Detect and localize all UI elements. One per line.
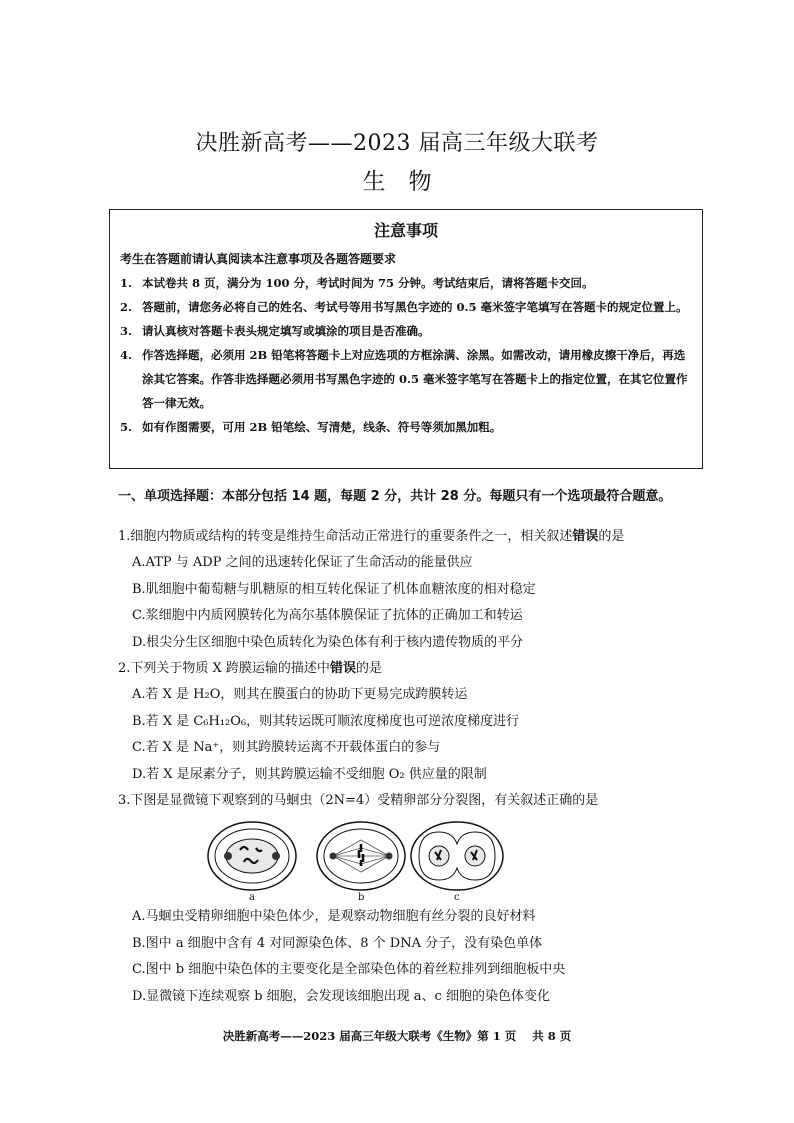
question-3-stem: 3.下图是显微镜下观察到的马蛔虫（2N=4）受精卵部分分裂图，有关叙述正确的是 [118,793,599,808]
question-2-stem [118,656,698,682]
notice-item-number: 4. [120,348,133,362]
notice-item-number: 2. [120,300,133,314]
subject-title: 生 物 [362,169,432,195]
question-3-option-c: C.图中 b 细胞中染色体的主要变化是全部染色体的着丝粒排列到细胞板中央 [132,962,566,977]
notice-item-number: 5. [120,420,133,434]
question-1-option-b: B.肌细胞中葡萄糖与肌糖原的相互转化保证了机体血糖浓度的相对稳定 [132,581,536,597]
notice-box [109,209,703,469]
notice-item-text: 请认真核对答题卡表头规定填写或填涂的项目是否准确。 [142,324,430,338]
figure-label-c: c [454,892,460,903]
notice-item-number: 3. [120,324,133,338]
notice-title: 注意事项 [373,221,438,240]
notice-item [120,271,692,295]
notice-item-text: 作答选择题，必须用 2B 铅笔将答题卡上对应选项的方框涂满、涂黑。如需改动，请用橡皮擦干净后，再选涂其它答案。作答非选择题必须用书写黑色字迹的 0.5 毫米签字笔写在答题卡上的指定位置，在其它位置作答一律无效。 [142,348,688,410]
notice-item-text: 答题前，请您务必将自己的姓名、考试号等用书写黑色字迹的 0.5 毫米签字笔填写在答题卡的规定位置上。 [142,300,688,314]
question-2-option-d: D.若 X 是尿素分子，则其跨膜运输不受细胞 O₂ 供应量的限制 [132,766,487,782]
question-1-option-d: D.根尖分生区细胞中染色质转化为染色体有利于核内遗传物质的平分 [132,634,524,650]
cell-a-image [206,820,298,892]
question-1-option-c: C.浆细胞中内质网膜转化为高尔基体膜保证了抗体的正确加工和转运 [132,608,523,623]
question-text: 2.下列关于物质 X 跨膜运输的描述中 [118,661,330,676]
footer-text: 决胜新高考——2023 届高三年级大联考《生物》第 1 页 [222,1029,517,1043]
question-1-option-a: A.ATP 与 ADP 之间的迅速转化保证了生命活动的能量供应 [132,555,473,570]
figure-label-a: a [249,892,255,903]
question-2-option-c: C.若 X 是 Na⁺，则其跨膜转运离不开载体蛋白的参与 [132,740,441,755]
notice-item-number: 1. [120,276,133,290]
notice-item [120,343,692,415]
question-3-option-d: D.显微镜下连续观察 b 细胞，会发现该细胞出现 a、c 细胞的染色体变化 [132,988,550,1004]
question-text: 的是 [598,529,625,544]
cell-b-image [315,820,407,892]
question-3-option-a: A.马蛔虫受精卵细胞中染色体少，是观察动物细胞有丝分裂的良好材料 [132,909,536,924]
question-2-option-b: B.若 X 是 C₆H₁₂O₆，则其转运既可顺浓度梯度也可逆浓度梯度进行 [132,713,520,729]
figure-label-b: b [358,892,365,903]
question-1-stem [118,524,698,550]
footer-total-pages: 共 8 页 [532,1029,572,1043]
exam-title: 决胜新高考——2023 届高三年级大联考 [195,131,599,156]
notice-item [120,295,692,319]
question-text: 1.细胞内物质或结构的转变是维持生命活动正常进行的重要条件之一，相关叙述 [118,529,573,544]
question-3-option-b: B.图中 a 细胞中含有 4 对同源染色体、8 个 DNA 分子，没有染色单体 [132,935,543,951]
question-list [118,524,698,1010]
emphasis-word: 错误 [572,529,599,544]
notice-intro: 考生在答题前请认真阅读本注意事项及各题答题要求 [120,252,397,266]
notice-item [120,415,692,439]
notice-item-text: 如有作图需要，可用 2B 铅笔绘、写清楚，线条、符号等须加黑加粗。 [142,420,502,434]
question-text: 的是 [355,661,382,676]
section-heading: 一、单项选择题：本部分包括 14 题，每题 2 分，共计 28 分。每题只有一个选项最符合题意。 [118,489,672,504]
page-footer [0,1028,794,1044]
emphasis-word: 错误 [329,661,356,676]
cell-division-figure [118,820,698,904]
notice-item-text: 本试卷共 8 页，满分为 100 分，考试时间为 75 分钟。考试结束后，请将答题卡交回。 [142,276,594,290]
question-2-option-a: A.若 X 是 H₂O，则其在膜蛋白的协助下更易完成跨膜转运 [132,687,468,702]
notice-item [120,319,692,343]
cell-c-image [409,820,505,892]
